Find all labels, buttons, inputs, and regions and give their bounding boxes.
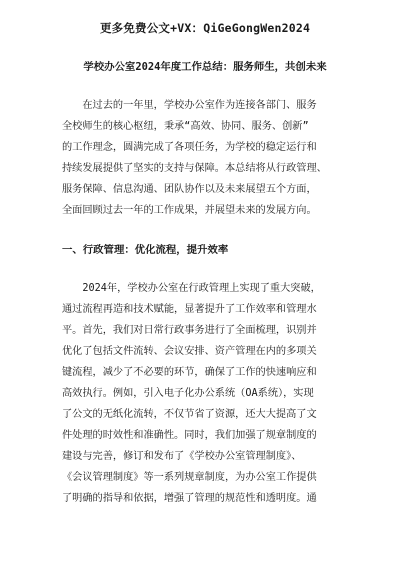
section-line: 建设与完善，修订和发布了《学校办公室管理制度》、 [62,451,302,462]
intro-paragraph [62,95,348,221]
section-line: 通过流程再造和技术赋能，显著提升了工作效率和管理水 [62,304,317,315]
intro-line: 持续发展提供了坚实的支持与保障。本总结将从行政管理、 [62,163,327,174]
intro-line: 的工作理念，圆满完成了各项任务，为学校的稳定运行和 [62,142,317,153]
document-title: 学校办公室2024年度工作总结：服务师生，共创未来 [83,61,327,73]
section-paragraph [62,278,348,509]
section-line: 《会议管理制度》等一系列规章制度，为办公室工作提供 [62,472,317,483]
intro-line: 服务保障、信息沟通、团队协作以及未来展望五个方面， [62,184,317,195]
intro-line: 在过去的一年里，学校办公室作为连接各部门、服务 [62,100,317,111]
section-line: 了明确的指导和依据，增强了管理的规范性和透明度。通 [62,493,317,504]
section-line: 平。首先，我们对日常行政事务进行了全面梳理，识别并 [62,325,317,336]
promo-banner: 更多免费公文+VX：QiGeGongWen2024 [99,21,311,35]
intro-line: 全校师生的核心枢纽，秉承“高效、协同、服务、创新” [62,121,309,132]
section-line: 了公文的无纸化流转，不仅节省了资源，还大大提高了文 [62,409,317,420]
section-heading: 一、行政管理：优化流程，提升效率 [62,244,229,256]
section-line: 2024年，学校办公室在行政管理上实现了重大突破， [62,283,321,294]
section-line: 高效执行。例如，引入电子化办公系统（OA系统），实现 [62,388,314,399]
section-line: 键流程，减少了不必要的环节，确保了工作的快速响应和 [62,367,317,378]
intro-line: 全面回顾过去一年的工作成果，并展望未来的发展方向。 [62,205,317,216]
section-line: 优化了包括文件流转、会议安排、资产管理在内的多项关 [62,346,317,357]
section-line: 件处理的时效性和准确性。同时，我们加强了规章制度的 [62,430,317,441]
